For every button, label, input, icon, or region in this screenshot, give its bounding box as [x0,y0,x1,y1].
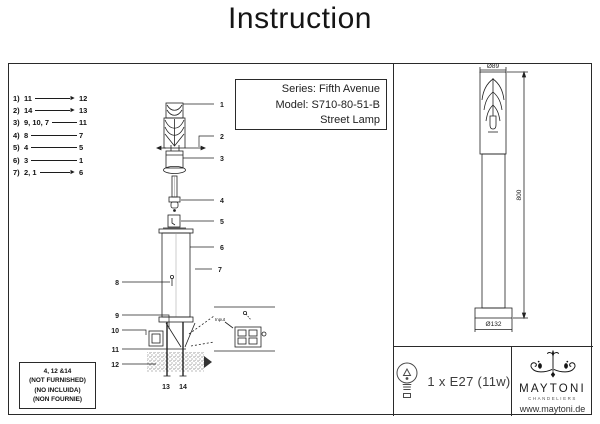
step-to-part: 13 [79,106,88,116]
note-fr: (NON FOURNIE) [33,396,82,404]
bollard-base [475,308,512,318]
step-to-part: 7 [79,130,84,140]
lamp-cylinder [164,151,186,174]
step-to-part: 6 [79,168,84,178]
height-value: 800 [516,189,523,201]
product-model: Model: S710-80-51-B [275,98,380,111]
step-to-part: 5 [79,143,84,153]
bulb-spec-text: 1 x E27 (11w) [427,374,511,389]
lamp-head-top [166,103,183,118]
socket-part [163,215,186,228]
bulb-spec-cell [394,346,511,416]
brand-tagline: CHANDELIERS [528,396,577,401]
base-diameter-dim [475,318,512,332]
step-from-parts: 14 [24,106,33,116]
bulb-part [169,176,180,212]
step-from-parts: 11 [24,93,32,103]
step-number: 6) [13,155,20,165]
exploded-view-panel [9,64,394,416]
bulb-icon [394,360,420,404]
step-number: 4) [13,130,20,140]
leader-lines [122,104,214,364]
dimension-drawing-panel [394,64,593,346]
part-label-11: 11 [111,347,119,354]
bollard-pole [482,154,505,308]
part-label-8: 8 [115,280,119,287]
step-number: 3) [13,118,20,128]
pole-part [159,229,193,322]
step-from-parts: 9, 10, 7 [24,118,50,128]
page-title: Instruction [228,2,372,35]
maytoni-ornament-icon [525,349,581,382]
bollard-head [480,72,506,154]
part-label-6: 6 [220,245,224,252]
step-from-parts: 2, 1 [24,168,37,178]
screw-part [170,275,173,286]
part-label-1: 1 [220,102,224,109]
ground-hatch [147,352,212,372]
lamp-head-body [164,118,185,148]
step-from-parts: 3 [24,155,29,165]
note-parts: 4, 12 &14 [43,368,72,375]
brand-website: www.maytoni.de [519,404,586,414]
terminal-detail-inset [189,307,275,351]
note-en: (NOT FURNISHED) [29,377,86,385]
step-from-parts: 4 [24,143,29,153]
top-diameter-value: Ø89 [486,64,500,70]
part-label-3: 3 [220,156,224,163]
part-label-13: 13 [162,384,170,391]
screw-icon [243,311,251,320]
base-diameter-value: Ø132 [485,321,502,328]
mounting-bracket [149,331,163,346]
main-frame [8,63,592,415]
step-number: 7) [13,168,20,178]
part-label-9: 9 [115,313,119,320]
arrow-icon: ► [69,169,76,177]
part-label-14: 14 [179,384,187,391]
step-number: 2) [13,106,20,116]
note-es: (NO INCLUIDA) [34,386,81,394]
part-label-2: 2 [220,134,224,141]
part-label-5: 5 [220,219,224,226]
inset-input-label: Input [215,317,226,322]
step-to-part: 1 [79,155,84,165]
brand-name: MAYTONI [519,383,586,395]
arrow-icon: ► [69,107,76,115]
part-label-12: 12 [111,362,119,369]
product-series: Series: Fifth Avenue [281,83,380,95]
step-number: 1) [13,93,20,103]
step-number: 5) [13,143,20,153]
step-to-part: 11 [79,118,87,128]
step-from-parts: 8 [24,130,29,140]
step-to-part: 12 [79,93,88,103]
part-label-10: 10 [111,328,119,335]
arrow-icon: ► [69,94,76,102]
not-furnished-note [19,362,96,409]
part-label-7: 7 [218,267,222,274]
height-dim [507,72,528,318]
brand-cell [511,346,593,416]
part-label-4: 4 [220,198,224,205]
product-type: Street Lamp [320,114,380,126]
dimension-drawing [394,64,593,346]
